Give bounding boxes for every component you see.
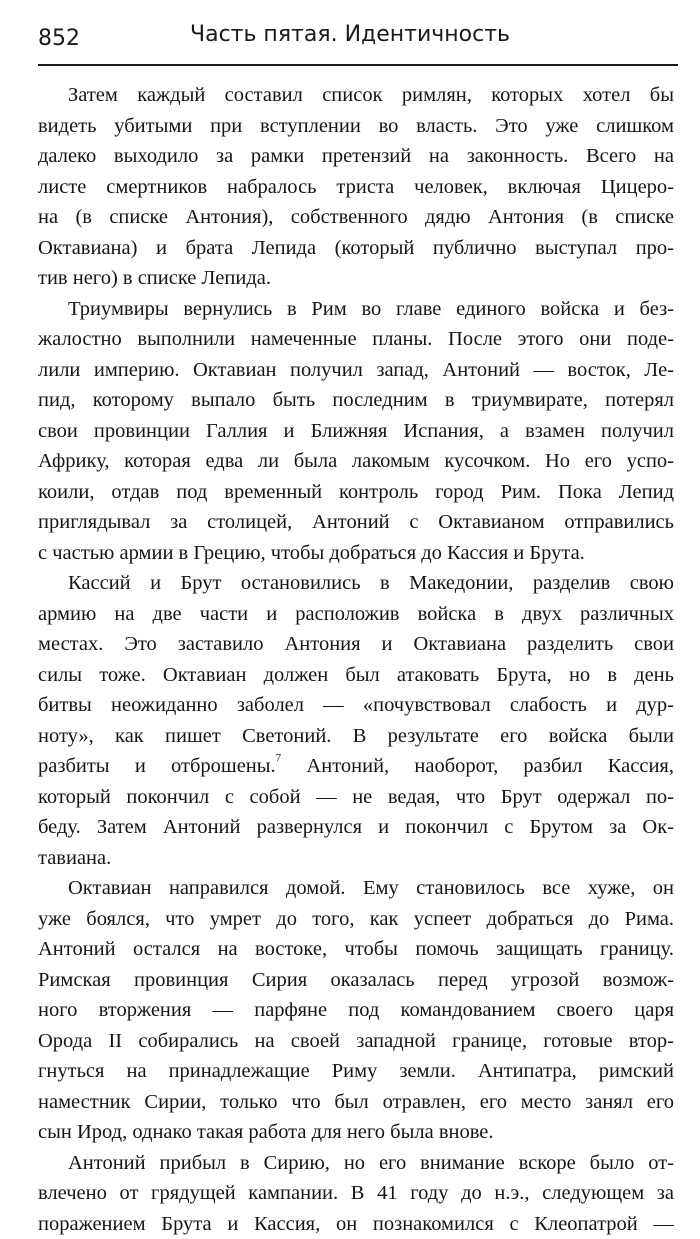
text-line: влечено от грядущей кампании. В 41 году до н.э., следующем за — [38, 1178, 674, 1209]
text-line: беду. Затем Антоний развернулся и покончил с Брутом за Ок- — [38, 812, 674, 843]
text-segment: разбиты и отброшены. — [38, 755, 276, 777]
text-line: армию на две части и расположив войска в двух различных — [38, 599, 674, 630]
text-line: листе смертников набралось триста человек, включая Цицеро- — [38, 172, 674, 203]
text-line: Африку, которая едва ли была лакомым кусочком. Но его успо- — [38, 446, 674, 477]
paragraph — [38, 294, 674, 569]
text-line: Октавиана) и брата Лепида (который публично выступал про- — [38, 233, 674, 264]
text-line: пид, которому выпало быть последним в триумвирате, потерял — [38, 385, 674, 416]
text-line: который покончил с собой — не ведая, что Брут одержал по- — [38, 782, 674, 813]
text-line: видеть убитыми при вступлении во власть. Это уже слишком — [38, 111, 674, 142]
text-line: Триумвиры вернулись в Рим во главе единого войска и без- — [38, 294, 674, 325]
text-line: свои провинции Галлия и Ближняя Испания, а взамен получил — [38, 416, 674, 447]
text-line: далеко выходило за рамки претензий на законность. Всего на — [38, 141, 674, 172]
text-line: с частью армии в Грецию, чтобы добраться до Кассия и Брута. — [38, 538, 674, 569]
text-line: гнуться на принадлежащие Риму земли. Антипатра, римский — [38, 1056, 674, 1087]
text-line: коили, отдав под временный контроль город Рим. Пока Лепид — [38, 477, 674, 508]
paragraph — [38, 873, 674, 1148]
text-line-with-footnote — [38, 751, 674, 782]
text-line: сын Ирод, однако такая работа для него была внове. — [38, 1117, 674, 1148]
text-line: силы тоже. Октавиан должен был атаковать Брута, но в день — [38, 660, 674, 691]
running-title: Часть пятая. Идентичность — [190, 22, 510, 47]
text-line: приглядывал за столицей, Антоний с Октавианом отправились — [38, 507, 674, 538]
text-line: ного вторжения — парфяне под командованием своего царя — [38, 995, 674, 1026]
text-segment: Антоний, наоборот, разбил Кассия, — [281, 755, 674, 777]
text-line: наместник Сирии, только что был отравлен, его место занял его — [38, 1087, 674, 1118]
text-line: поражением Брута и Кассия, он познакомился с Клеопатрой — — [38, 1209, 674, 1239]
paragraph — [38, 568, 674, 873]
text-line: Кассий и Брут остановились в Македонии, разделив свою — [38, 568, 674, 599]
page-number: 852 — [38, 26, 80, 51]
text-line: битвы неожиданно заболел — «почувствовал слабость и дур- — [38, 690, 674, 721]
page-header — [38, 20, 678, 66]
text-line: Антоний остался на востоке, чтобы помочь защищать границу. — [38, 934, 674, 965]
text-line: Антоний прибыл в Сирию, но его внимание вскоре было от- — [38, 1148, 674, 1179]
text-line: тавиана. — [38, 843, 674, 874]
text-line: на (в списке Антония), собственного дядю Антония (в списке — [38, 202, 674, 233]
footnote-mark: 7 — [276, 752, 282, 764]
text-line: Октавиан направился домой. Ему становилось все хуже, он — [38, 873, 674, 904]
paragraph — [38, 80, 674, 294]
text-line: лили империю. Октавиан получил запад, Антоний — восток, Ле- — [38, 355, 674, 386]
text-line: уже боялся, что умрет до того, как успеет добраться до Рима. — [38, 904, 674, 935]
text-line: местах. Это заставило Антония и Октавиана разделить свои — [38, 629, 674, 660]
text-line: тив него) в списке Лепида. — [38, 263, 674, 294]
body-text — [38, 80, 674, 1239]
text-line: жалостно выполнили намеченные планы. После этого они поде- — [38, 324, 674, 355]
paragraph — [38, 1148, 674, 1239]
text-line: ноту», как пишет Светоний. В результате его войска были — [38, 721, 674, 752]
text-line: Римская провинция Сирия оказалась перед угрозой возмож- — [38, 965, 674, 996]
text-line: Затем каждый составил список римлян, которых хотел бы — [38, 80, 674, 111]
text-line: Орода II собирались на своей западной границе, готовые втор- — [38, 1026, 674, 1057]
